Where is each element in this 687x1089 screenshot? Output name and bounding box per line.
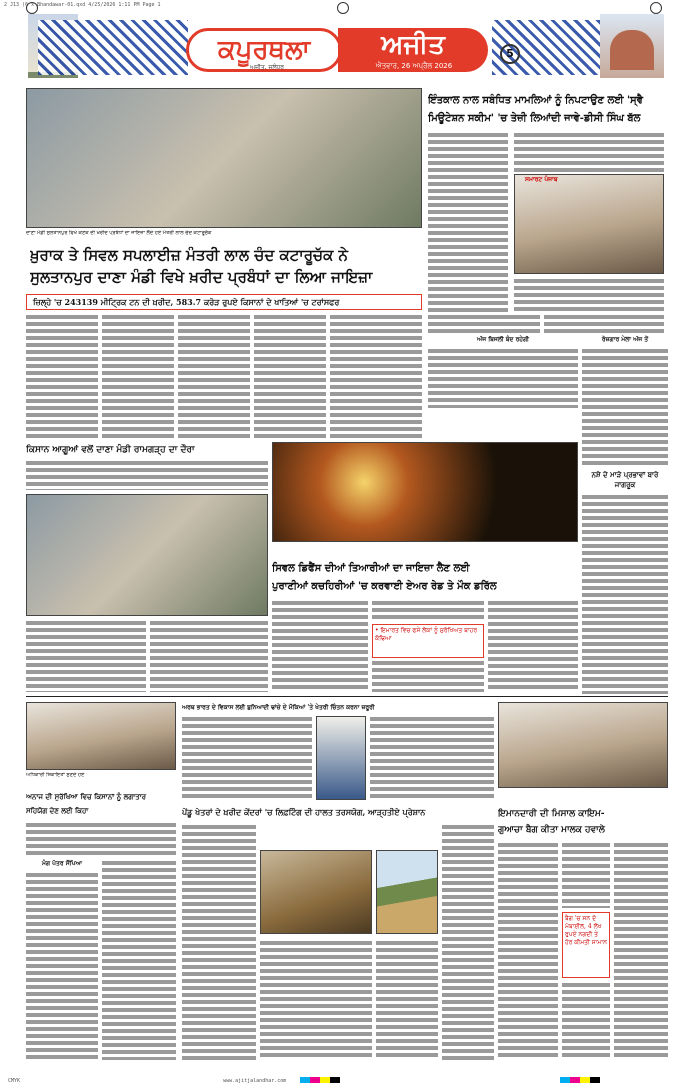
power-cut-text: [428, 348, 578, 408]
complaints-caption: ਅਧਿਕਾਰੀ ਸ਼ਿਕਾਇਤਾਂ ਸੁਣਦੇ ਹੋਏ: [26, 772, 85, 778]
lead-text-col: [178, 314, 250, 438]
masthead-brand-name: ਅਜੀਤ: [338, 28, 488, 72]
lead-photo-caption: ਦਾਣਾ ਮੰਡੀ ਸੁਲਤਾਨਪੁਰ ਵਿਖੇ ਕਣਕ ਦੀ ਖ਼ਰੀਦ ਪ੍ਰਬੰਧਾਂ ਦਾ ਜਾਇਜ਼ਾ ਲੈਂਦੇ ਹੋਏ ਮੰਤਰੀ ਲਾਲ ਚੰਦ ਕਟਾਰੂਚੱਕ: [26, 230, 212, 236]
lower-left-headline-line2: ਸਹਿਯੋਗ ਦੇਣ ਲਈ ਕਿਹਾ: [26, 806, 89, 815]
right-top-text-col: [514, 132, 664, 172]
center-headline: ਅਰਥ ਭਾਰਤ ਦੇ ਵਿਕਾਸ ਲਈ ਬੁਨਿਆਦੀ ਢਾਂਚੇ ਦੇ ਮੌਕਿਆਂ 'ਤੇ ਖੇਤਰੀ ਚਿੰਤਨ ਕਰਨਾ ਜ਼ਰੂਰੀ: [182, 704, 375, 711]
drug-awareness-text: [582, 494, 668, 694]
civil-defence-text-col: [372, 600, 484, 622]
lower-left-text: [26, 822, 176, 856]
center-main-headline: ਪੇਂਡੂ ਖੇਤਰਾਂ ਦੇ ਖ਼ਰੀਦ ਕੇਂਦਰਾਂ 'ਚ ਲਿਫ਼ਟਿੰਗ ਦੀ ਹਾਲਤ ਤਰਸਯੋਗ, ਆੜ੍ਹਤੀਏ ਪ੍ਰੇਸ਼ਾਨ: [182, 807, 426, 817]
memorandum-text: [26, 872, 98, 1060]
honesty-photo: [498, 702, 668, 788]
center-text-col: [442, 824, 494, 1060]
bag-contents-inset: ਬੈਗ 'ਚ ਸਨ ਦੋ ਮੋਬਾਈਲ, 4 ਲੱਖ ਰੁਪਏ ਨਗਦੀ ਤੇ ਹੋਰ ਕੀਮਤੀ ਸਾਮਾਨ: [562, 912, 610, 978]
lead-text-col: [26, 314, 98, 438]
right-lower-text-col: [562, 842, 610, 908]
footer-center: www.ajitjalandhar.com: [223, 1078, 287, 1084]
registration-mark-icon: [650, 2, 662, 14]
right-lower-text-col: [614, 842, 668, 1060]
center-text-col: [182, 716, 312, 800]
right-lower-text-col: [562, 982, 610, 1060]
right-top-headline-line2: ਮਿਊਟੇਸ਼ਨ ਸਕੀਮ' 'ਚ ਤੇਜ਼ੀ ਲਿਆਂਦੀ ਜਾਵੇ-ਡੀਸੀ ਸਿੰਘ ਬੱਲ: [428, 113, 641, 124]
lead-photo: [26, 88, 422, 228]
lower-left-headline-line1: ਅਨਾਜ ਦੀ ਸੁਰੱਖਿਆ ਵਿਚ ਕਿਸਾਨਾਂ ਨੂੰ ਲਗਾਤਾਰ: [26, 792, 147, 801]
color-calibration-bar: [300, 1077, 340, 1083]
job-fair-title: ਰੋਜ਼ਗਾਰ ਮੇਲਾ ਅੱਜ ਤੋਂ: [601, 336, 649, 343]
right-lower-headline-line2: ਗੁਆਚਾ ਬੈਗ ਕੀਤਾ ਮਾਲਕ ਹਵਾਲੇ: [498, 825, 605, 835]
right-top-text-col: [428, 314, 540, 334]
drug-awareness-title: ਨਸ਼ੇ ਦੇ ਮਾੜੇ ਪ੍ਰਭਾਵਾਂ ਬਾਰੇ ਜਾਗਰੂਕ: [591, 470, 659, 489]
file-info-strip: 2 J13 (6 x Bhandawar-01.qxd 4/25/2026 1:11 PM Page 1: [4, 2, 161, 8]
smart-punjab-logo: ਸਮਾਰਟ ਪੰਜਾਬ: [525, 176, 558, 183]
lead-headline-line1: ਖ਼ੁਰਾਕ ਤੇ ਸਿਵਲ ਸਪਲਾਈਜ਼ ਮੰਤਰੀ ਲਾਲ ਚੰਦ ਕਟਾਰੂਚੱਕ ਨੇ: [30, 246, 348, 264]
masthead-city-name: ਕਪੂਰਥਲਾ: [186, 28, 342, 72]
masthead-city-line: ਅਜੀਤ, ਜਲੰਧਰ: [250, 64, 285, 71]
lead-text-col: [102, 314, 174, 438]
civil-defence-text-col: [488, 600, 578, 692]
portrait-photo: [316, 716, 366, 800]
lead-text-col: [330, 314, 422, 438]
kisan-photo: [26, 494, 268, 616]
lead-subhead: ਜ਼ਿਲ੍ਹੇ 'ਚ 243139 ਮੀਟ੍ਰਿਕ ਟਨ ਦੀ ਖ਼ਰੀਦ, 583.7 ਕਰੋੜ ਰੁਪਏ ਕਿਸਾਨਾਂ ਦੇ ਖਾਤਿਆਂ 'ਚ ਟਰਾਂਸਫਰ: [26, 294, 422, 310]
kisan-text: [26, 460, 268, 490]
lower-left-text-col: [102, 860, 176, 1060]
registration-mark-icon: [26, 2, 38, 14]
right-top-headline-line1: ਇੰਤਕਾਲ ਨਾਲ ਸਬੰਧਿਤ ਮਾਮਲਿਆਂ ਨੂੰ ਨਿਪਟਾਉਣ ਲਈ 'ਸ੍ਵੈ: [428, 95, 643, 106]
job-fair-text: [582, 348, 668, 468]
center-text-col: [370, 716, 494, 800]
lead-headline-line2: ਸੁਲਤਾਨਪੁਰ ਦਾਣਾ ਮੰਡੀ ਵਿਖੇ ਖ਼ਰੀਦ ਪ੍ਰਬੰਧਾਂ ਦਾ ਲਿਆ ਜਾਇਜ਼ਾ: [30, 268, 373, 286]
section-divider: [26, 696, 668, 697]
right-lower-headline-line1: ਇਮਾਨਦਾਰੀ ਦੀ ਮਿਸਾਲ ਕਾਇਮ-: [498, 809, 605, 819]
center-text-col: [260, 940, 372, 1060]
mock-drill-caption: [272, 544, 578, 556]
color-calibration-bar: [560, 1077, 600, 1083]
mandi-photo: [376, 850, 438, 934]
lead-text-col: [254, 314, 326, 438]
civil-defence-text-col: [372, 660, 484, 692]
masthead-pattern-left: [38, 20, 188, 75]
mock-drill-photo: [272, 442, 578, 542]
complaints-photo: [26, 702, 176, 770]
masthead-date: ਐਤਵਾਰ, 26 ਅਪ੍ਰੈਲ 2026: [375, 62, 453, 70]
right-lower-text-col: [498, 842, 558, 1060]
page-number: 5: [500, 44, 520, 64]
civil-defence-inset: • ਇਮਾਰਤ ਵਿਚ ਫਸੇ ਲੋਕਾਂ ਨੂੰ ਸੁਰੱਖਿਅਤ ਬਾਹਰ ਕੱਢਿਆ: [372, 624, 484, 658]
center-text-col: [376, 940, 438, 1060]
kisan-text-col: [150, 620, 268, 692]
right-top-text-col: [514, 278, 664, 312]
power-cut-title: ਅੱਜ ਬਿਜਲੀ ਬੰਦ ਰਹੇਗੀ: [477, 336, 529, 343]
right-top-text-col: [544, 314, 664, 334]
kisan-text-col: [26, 620, 146, 692]
right-top-photo: [514, 174, 664, 274]
memorandum-title: ਮੰਗ ਪੱਤਰ ਸੌਂਪਿਆ: [41, 860, 83, 867]
civil-defence-text-col: [272, 600, 368, 692]
kisan-headline: ਕਿਸਾਨ ਆਗੂਆਂ ਵਲੋਂ ਦਾਣਾ ਮੰਡੀ ਰਾਮਗੜ੍ਹ ਦਾ ਦੌਰਾ: [26, 445, 195, 455]
grain-sacks-photo: [260, 850, 372, 934]
right-top-text-col: [428, 132, 508, 312]
honesty-caption: [498, 790, 668, 802]
civil-defence-headline-line1: ਸਿਵਲ ਡਿਫੈਂਸ ਦੀਆਂ ਤਿਆਰੀਆਂ ਦਾ ਜਾਇਜ਼ਾ ਲੈਣ ਲਈ: [272, 563, 470, 574]
registration-mark-icon: [337, 2, 349, 14]
civil-defence-headline-line2: ਪੁਰਾਣੀਆਂ ਕਚਹਿਰੀਆਂ 'ਚ ਕਰਵਾਈ ਏਅਰ ਰੇਡ ਤੇ ਮੌਕ ਡਰਿੱਲ: [272, 581, 497, 592]
center-text-col: [182, 824, 256, 1060]
footer-left: CMYK: [8, 1078, 21, 1084]
masthead-right-image: [600, 14, 664, 78]
